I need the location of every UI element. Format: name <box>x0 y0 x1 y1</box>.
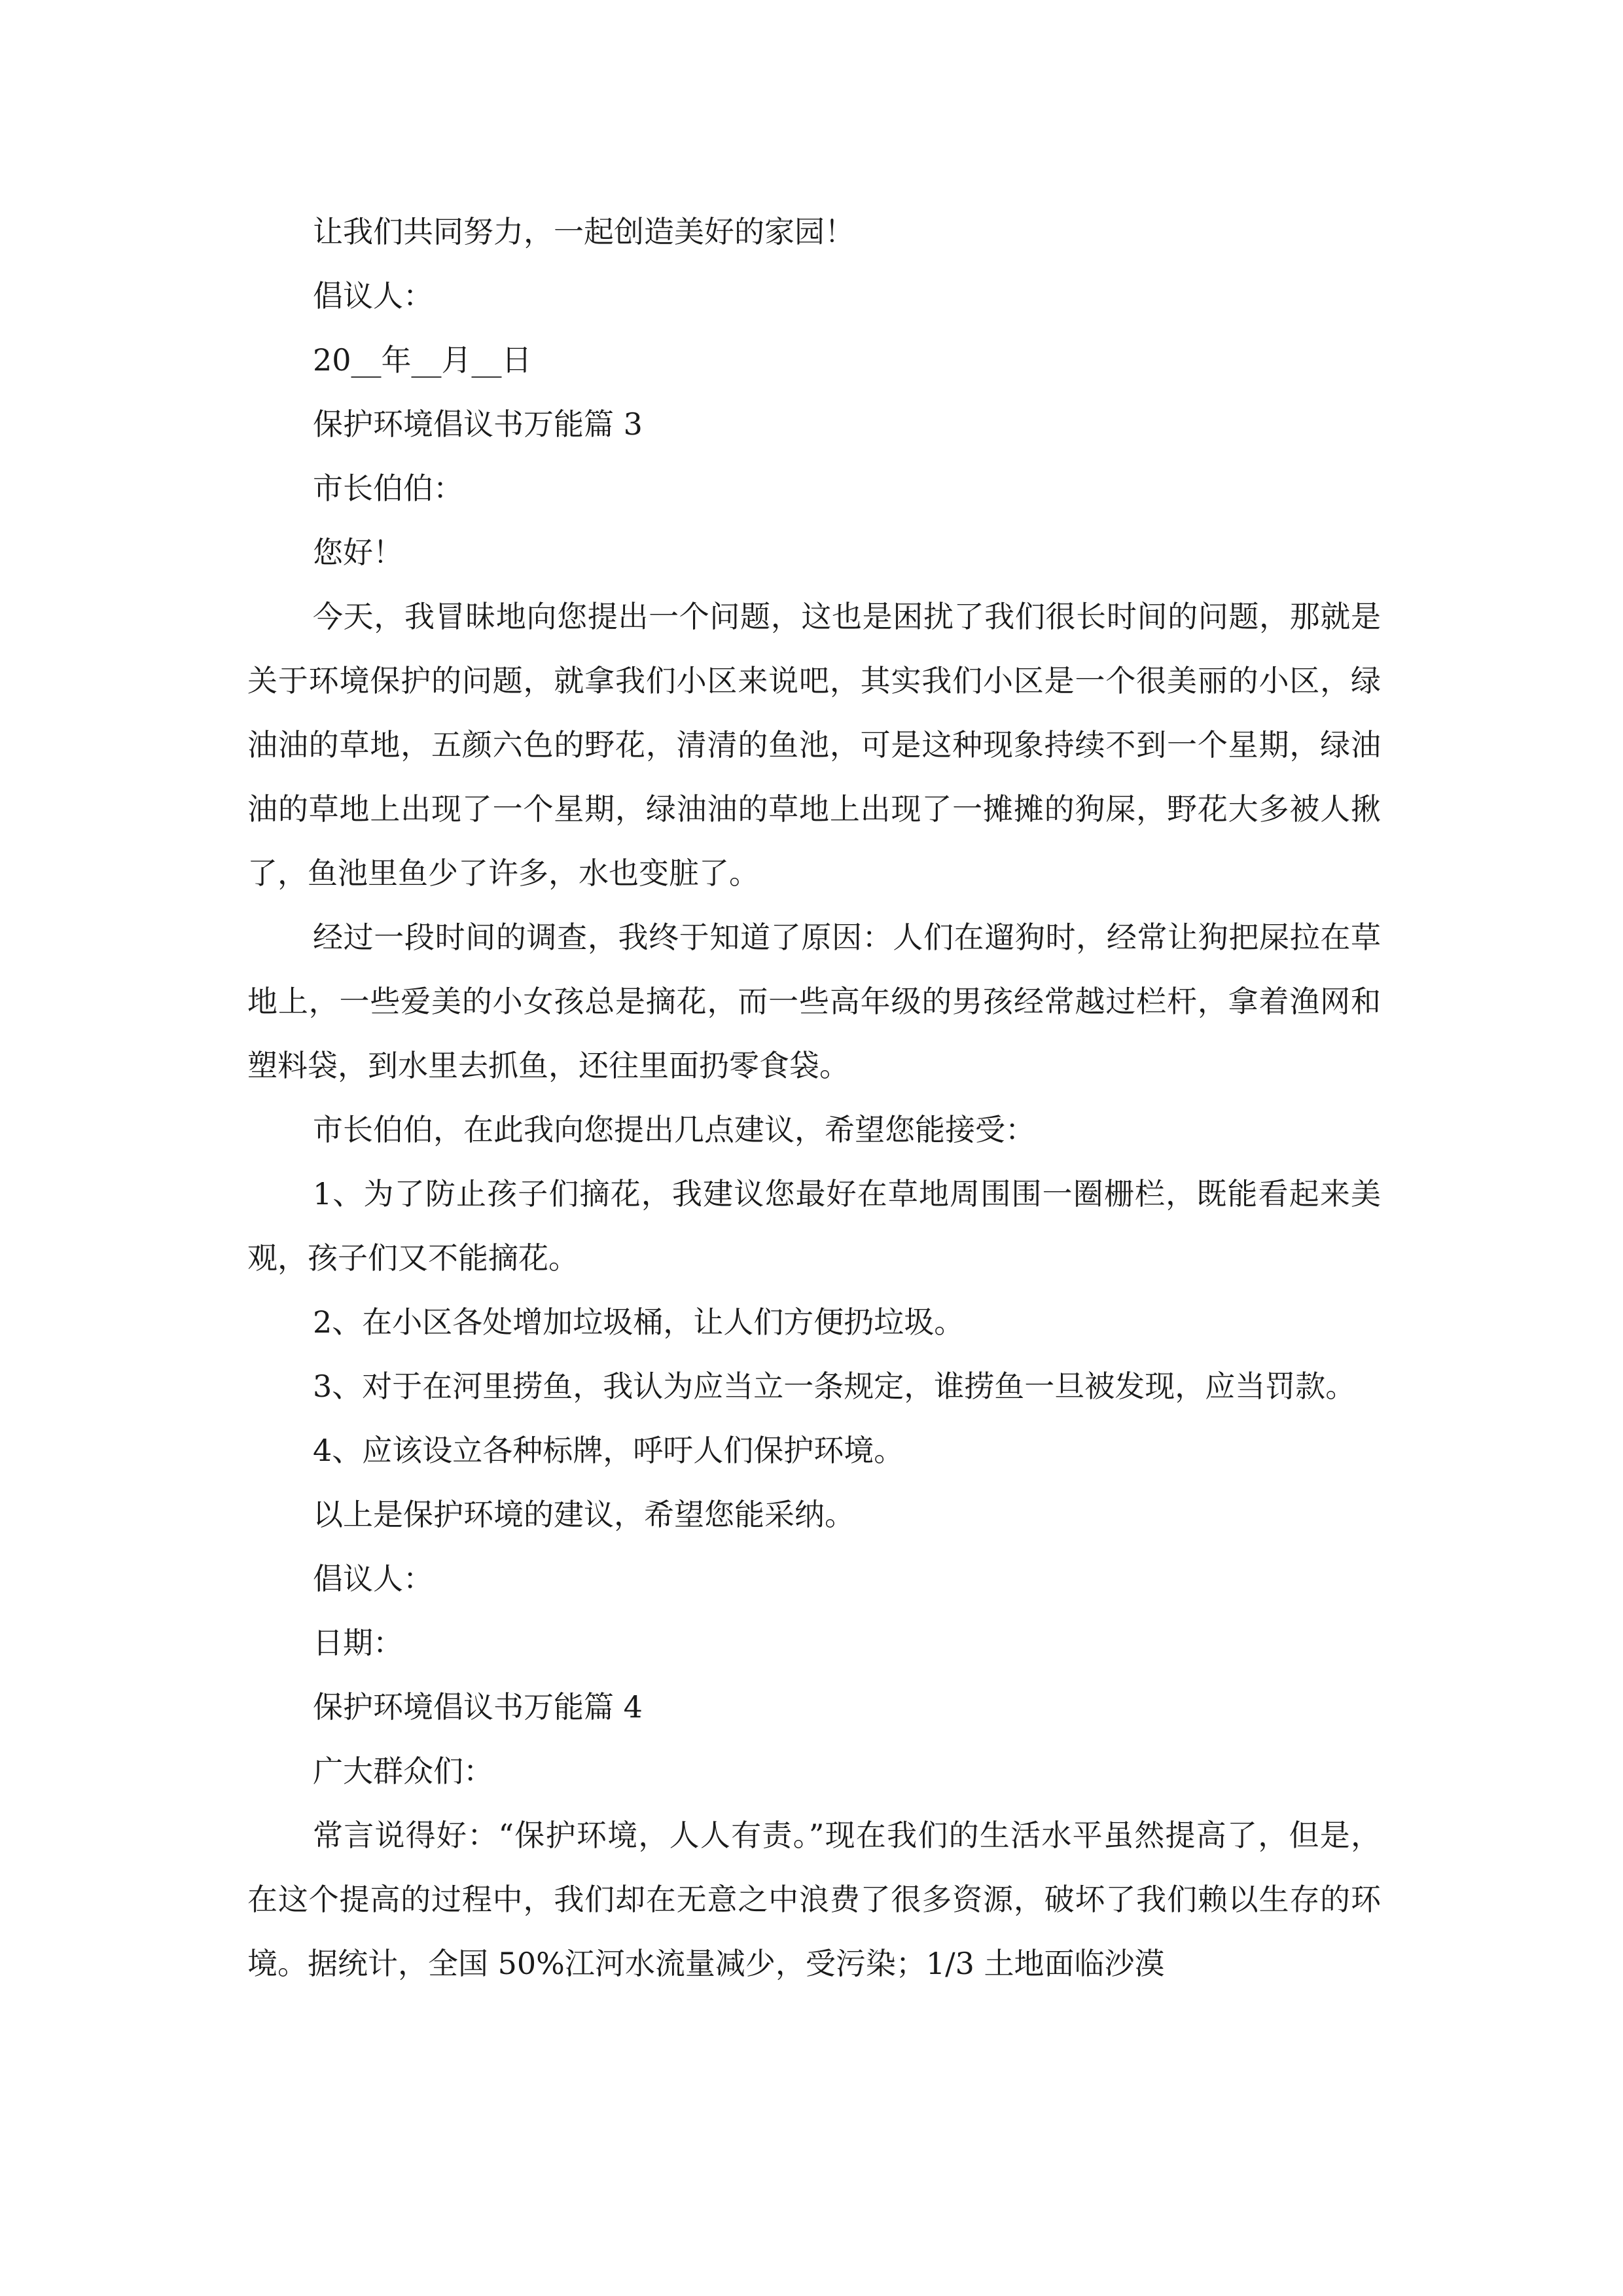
closing-line: 让我们共同努力，一起创造美好的家园！ <box>313 214 855 249</box>
suggestion-item-4: 4、应该设立各种标牌，呼吁人们保护环境。 <box>313 1433 904 1468</box>
proposer-label-2: 倡议人： <box>313 1561 433 1596</box>
suggestion-item-1: 1、为了防止孩子们摘花，我建议您最好在草地周围围一圈栅栏，既能看起来美观，孩子们又不能摘花。 <box>247 1176 1381 1276</box>
document-body <box>247 200 1381 1996</box>
suggestion-item-3: 3、对于在河里捞鱼，我认为应当立一条规定，谁捞鱼一旦被发现，应当罚款。 <box>313 1369 1356 1404</box>
closing-request: 以上是保护环境的建议，希望您能采纳。 <box>313 1497 855 1532</box>
section-title-4: 保护环境倡议书万能篇 4 <box>313 1689 643 1725</box>
date-label: 日期： <box>313 1625 403 1660</box>
section-title-3: 保护环境倡议书万能篇 3 <box>313 406 643 442</box>
greeting: 您好！ <box>313 535 403 570</box>
paragraph-problem: 今天，我冒昧地向您提出一个问题，这也是困扰了我们很长时间的问题，那就是关于环境保护的问题，就拿我们小区来说吧，其实我们小区是一个很美丽的小区，绿油油的草地，五颜六色的野花，清清的鱼池，可是这种现象持续不到一个星期，绿油油的草地上出现了一个星期，绿油油的草地上出现了一摊摊的狗屎，野花大多被人揪了，鱼池里鱼少了许多，水也变脏了。 <box>247 599 1381 891</box>
proposer-label: 倡议人： <box>313 278 433 314</box>
paragraph-proverb: 常言说得好：“保护环境，人人有责。”现在我们的生活水平虽然提高了，但是，在这个提高的过程中，我们却在无意之中浪费了很多资源，破坏了我们赖以生存的环境。据统计，全国 50%江河水流量减少，受污染；1/3 土地面临沙漠 <box>247 1818 1381 1981</box>
salutation: 市长伯伯： <box>313 471 463 506</box>
suggestion-item-2: 2、在小区各处增加垃圾桶，让人们方便扔垃圾。 <box>313 1304 965 1340</box>
suggestion-intro: 市长伯伯，在此我向您提出几点建议，希望您能接受： <box>313 1112 1035 1147</box>
paragraph-investigation: 经过一段时间的调查，我终于知道了原因：人们在遛狗时，经常让狗把屎拉在草地上，一些爱美的小女孩总是摘花，而一些高年级的男孩经常越过栏杆，拿着渔网和塑料袋，到水里去抓鱼，还往里面扔零食袋。 <box>247 920 1381 1083</box>
salutation-2: 广大群众们： <box>313 1753 493 1789</box>
date-line: 20__年__月__日 <box>313 342 532 378</box>
